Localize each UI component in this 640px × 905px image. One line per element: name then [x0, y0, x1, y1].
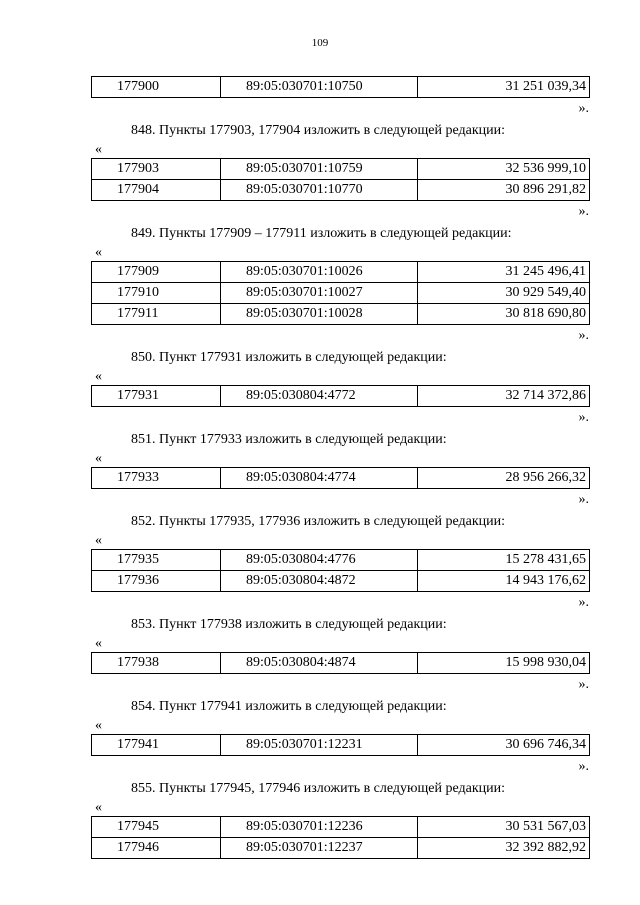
table-row [92, 283, 590, 304]
item-number-cell: 177911 [92, 304, 221, 325]
cadastral-number-cell: 89:05:030701:10750 [221, 77, 418, 98]
closing-quote: ». [578, 677, 589, 692]
amendment-heading: 855. Пункты 177945, 177946 изложить в следующей редакции: [131, 781, 506, 796]
table-row [92, 817, 590, 838]
value-cell: 32 392 882,92 [418, 838, 590, 859]
cadastral-number-cell: 89:05:030701:12236 [221, 817, 418, 838]
value-cell: 30 818 690,80 [418, 304, 590, 325]
cadastral-number-cell: 89:05:030701:10770 [221, 180, 418, 201]
opening-quote: « [95, 451, 102, 466]
item-number-cell: 177909 [92, 262, 221, 283]
item-number-cell: 177935 [92, 550, 221, 571]
cadastral-number-cell: 89:05:030701:10028 [221, 304, 418, 325]
amendment-section [0, 347, 640, 429]
value-cell: 31 245 496,41 [418, 262, 590, 283]
amendment-table [91, 76, 590, 98]
cadastral-number-cell: 89:05:030804:4874 [221, 653, 418, 674]
value-cell: 15 278 431,65 [418, 550, 590, 571]
opening-quote: « [95, 142, 102, 157]
amendment-table [91, 467, 590, 489]
amendment-heading: 850. Пункт 177931 изложить в следующей редакции: [131, 350, 447, 365]
closing-quote: ». [578, 410, 589, 425]
cadastral-number-cell: 89:05:030701:12231 [221, 735, 418, 756]
value-cell: 30 929 549,40 [418, 283, 590, 304]
closing-quote: ». [578, 492, 589, 507]
cadastral-number-cell: 89:05:030804:4776 [221, 550, 418, 571]
opening-quote: « [95, 245, 102, 260]
item-number-cell: 177910 [92, 283, 221, 304]
table-row [92, 159, 590, 180]
cadastral-number-cell: 89:05:030804:4772 [221, 386, 418, 407]
closing-quote: ». [578, 204, 589, 219]
amendment-table [91, 549, 590, 592]
value-cell: 28 956 266,32 [418, 468, 590, 489]
opening-quote: « [95, 636, 102, 651]
opening-quote: « [95, 800, 102, 815]
cadastral-number-cell: 89:05:030701:10026 [221, 262, 418, 283]
amendment-section [0, 76, 640, 120]
amendment-heading: 853. Пункт 177938 изложить в следующей редакции: [131, 617, 447, 632]
cadastral-number-cell: 89:05:030701:10027 [221, 283, 418, 304]
amendment-table [91, 652, 590, 674]
table-row [92, 550, 590, 571]
item-number-cell: 177946 [92, 838, 221, 859]
value-cell: 30 896 291,82 [418, 180, 590, 201]
value-cell: 32 536 999,10 [418, 159, 590, 180]
amendment-table [91, 261, 590, 325]
item-number-cell: 177938 [92, 653, 221, 674]
table-row [92, 180, 590, 201]
item-number-cell: 177931 [92, 386, 221, 407]
opening-quote: « [95, 718, 102, 733]
amendment-table [91, 816, 590, 859]
value-cell: 30 531 567,03 [418, 817, 590, 838]
cadastral-number-cell: 89:05:030804:4872 [221, 571, 418, 592]
item-number-cell: 177904 [92, 180, 221, 201]
table-row [92, 571, 590, 592]
amendment-section [0, 120, 640, 223]
table-row [92, 304, 590, 325]
cadastral-number-cell: 89:05:030701:12237 [221, 838, 418, 859]
item-number-cell: 177936 [92, 571, 221, 592]
value-cell: 15 998 930,04 [418, 653, 590, 674]
value-cell: 14 943 176,62 [418, 571, 590, 592]
table-row [92, 468, 590, 489]
amendment-table [91, 734, 590, 756]
cadastral-number-cell: 89:05:030804:4774 [221, 468, 418, 489]
table-row [92, 386, 590, 407]
table-row [92, 77, 590, 98]
amendment-heading: 852. Пункты 177935, 177936 изложить в следующей редакции: [131, 514, 506, 529]
amendment-heading: 848. Пункты 177903, 177904 изложить в следующей редакции: [131, 123, 506, 138]
table-row [92, 838, 590, 859]
amendment-heading: 851. Пункт 177933 изложить в следующей редакции: [131, 432, 447, 447]
value-cell: 32 714 372,86 [418, 386, 590, 407]
amendment-heading: 849. Пункты 177909 – 177911 изложить в следующей редакции: [131, 226, 512, 241]
item-number-cell: 177933 [92, 468, 221, 489]
closing-quote: ». [578, 101, 589, 116]
cadastral-number-cell: 89:05:030701:10759 [221, 159, 418, 180]
amendment-heading: 854. Пункт 177941 изложить в следующей редакции: [131, 699, 447, 714]
amendment-section [0, 778, 640, 859]
document-body [0, 76, 640, 859]
value-cell: 30 696 746,34 [418, 735, 590, 756]
item-number-cell: 177900 [92, 77, 221, 98]
item-number-cell: 177945 [92, 817, 221, 838]
amendment-table [91, 385, 590, 407]
closing-quote: ». [578, 595, 589, 610]
amendment-table [91, 158, 590, 201]
amendment-section [0, 614, 640, 696]
table-row [92, 262, 590, 283]
table-row [92, 735, 590, 756]
item-number-cell: 177903 [92, 159, 221, 180]
amendment-section [0, 511, 640, 614]
amendment-section [0, 223, 640, 347]
closing-quote: ». [578, 759, 589, 774]
closing-quote: ». [578, 328, 589, 343]
page-number: 109 [311, 37, 329, 49]
amendment-section [0, 696, 640, 778]
item-number-cell: 177941 [92, 735, 221, 756]
opening-quote: « [95, 533, 102, 548]
value-cell: 31 251 039,34 [418, 77, 590, 98]
table-row [92, 653, 590, 674]
opening-quote: « [95, 369, 102, 384]
amendment-section [0, 429, 640, 511]
